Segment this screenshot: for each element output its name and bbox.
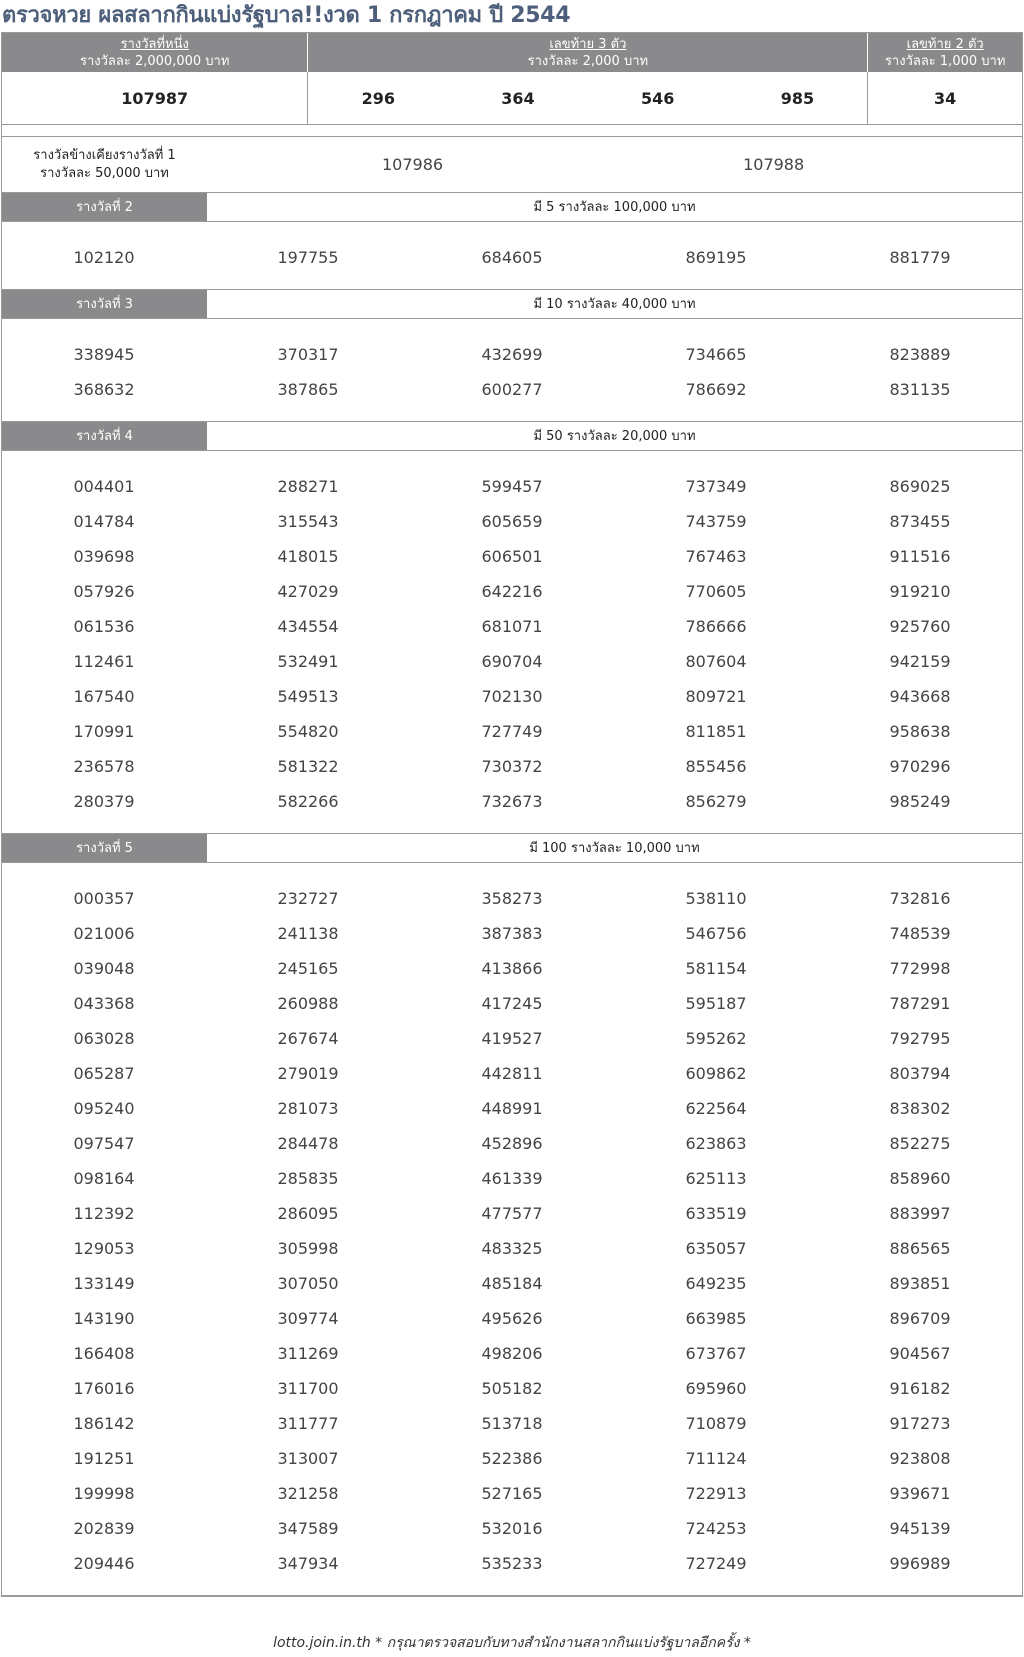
number-row [2,1200,1022,1235]
prize-section-header [2,290,1022,319]
prize-number: 387383 [481,924,543,943]
last3-number: 546 [641,88,675,108]
prize-number: 554820 [277,722,339,741]
prize-number: 284478 [277,1134,339,1153]
number-row [2,473,1022,508]
prize-number: 732816 [889,889,951,908]
prize-number: 102120 [73,248,135,267]
prize-numbers [2,222,1022,290]
prize-number: 368632 [73,380,135,399]
prize-number: 852275 [889,1134,951,1153]
number-row [2,508,1022,543]
prize-number: 663985 [685,1309,747,1328]
prize-number: 176016 [73,1379,135,1398]
number-row [2,1025,1022,1060]
prize-number: 943668 [889,687,951,706]
prize-number: 727249 [685,1554,747,1573]
prize-number: 546756 [685,924,747,943]
prize-number: 809721 [685,687,747,706]
prize-number: 609862 [685,1064,747,1083]
near-first-label-line2: รางวัลละ 50,000 บาท [40,165,169,181]
prize-number: 495626 [481,1309,543,1328]
prize-description: มี 10 รางวัลละ 40,000 บาท [533,297,696,312]
prize-number: 186142 [73,1414,135,1433]
last3-number: 985 [780,88,815,108]
prize-number: 710879 [685,1414,747,1433]
prize-number: 418015 [277,547,339,566]
first-prize-cell [2,72,308,124]
number-row [2,885,1022,920]
prize-number: 043368 [73,994,135,1013]
top-prizes-values [2,72,1022,125]
prize-number: 599457 [481,477,543,496]
prize-number: 427029 [277,582,339,601]
number-row [2,718,1022,753]
prize-number: 417245 [481,994,543,1013]
prize-number: 286095 [277,1204,339,1223]
prize-section-header [2,193,1022,222]
number-row [2,1235,1022,1270]
results-table [1,32,1023,1597]
prize-number: 309774 [277,1309,339,1328]
number-row [2,1060,1022,1095]
prize-description: มี 100 รางวัลละ 10,000 บาท [529,841,700,856]
prize-number: 202839 [73,1519,135,1538]
prize-number: 065287 [73,1064,135,1083]
prize-number: 307050 [277,1274,339,1293]
prize-numbers [2,451,1022,834]
prize-number: 232727 [277,889,339,908]
prize-number: 280379 [73,792,135,811]
prize-number: 919210 [889,582,951,601]
prize-number: 039048 [73,959,135,978]
prize-number: 732673 [481,792,543,811]
prize-number: 442811 [481,1064,543,1083]
prize-number: 873455 [889,512,951,531]
prize-number: 097547 [73,1134,135,1153]
prize-number: 855456 [685,757,747,776]
prize-number: 311700 [277,1379,339,1398]
last3-heading: เลขท้าย 3 ตัว [549,37,627,52]
last3-header [308,33,868,72]
prize-section-header [2,422,1022,451]
prize-number: 461339 [481,1169,543,1188]
prize-number: 858960 [889,1169,951,1188]
number-row [2,1375,1022,1410]
prize-number: 985249 [889,792,951,811]
prize-tag: รางวัลที่ 5 [2,834,207,862]
prize-number: 477577 [481,1204,543,1223]
prize-number: 448991 [481,1099,543,1118]
prize-number: 434554 [277,617,339,636]
number-row [2,1340,1022,1375]
last3-number: 296 [361,88,395,108]
prize-number: 869195 [685,248,747,267]
prize-number: 004401 [73,477,135,496]
prize-number: 267674 [277,1029,339,1048]
number-row [2,1270,1022,1305]
prize-number: 748539 [889,924,951,943]
prize-number: 831135 [889,380,951,399]
last2-amount: รางวัลละ 1,000 บาท [884,54,1006,69]
prize-number: 711124 [685,1449,747,1468]
prize-number: 039698 [73,547,135,566]
prize-number: 347589 [277,1519,339,1538]
prize-number: 702130 [481,687,543,706]
prize-number: 787291 [889,994,951,1013]
last2-cell [868,72,1022,124]
prize-number: 311777 [277,1414,339,1433]
prize-number: 856279 [685,792,747,811]
prize-number: 883997 [889,1204,951,1223]
prize-number: 893851 [889,1274,951,1293]
number-row [2,341,1022,376]
number-row [2,1305,1022,1340]
prize-number: 916182 [889,1379,951,1398]
prize-tag: รางวัลที่ 4 [2,422,207,450]
prize-number: 241138 [277,924,339,943]
prize-number: 600277 [481,380,543,399]
prize-number: 209446 [73,1554,135,1573]
prize-number: 167540 [73,687,135,706]
prize-section-header [2,834,1022,863]
prize-number: 635057 [685,1239,747,1258]
near-first-number: 107986 [382,155,444,174]
top-prizes-header [2,33,1022,72]
number-row [2,788,1022,823]
prize-number: 485184 [481,1274,543,1293]
prize-number: 095240 [73,1099,135,1118]
prize-number: 811851 [685,722,747,741]
prize-number: 288271 [277,477,339,496]
number-row [2,1130,1022,1165]
number-row [2,920,1022,955]
prize-number: 527165 [481,1484,543,1503]
prize-number: 730372 [481,757,543,776]
prize-description: มี 50 รางวัลละ 20,000 บาท [533,429,696,444]
prize-number: 581322 [277,757,339,776]
prize-number: 170991 [73,722,135,741]
prize-numbers [2,863,1022,1596]
first-prize-heading: รางวัลที่หนึ่ง [120,37,189,52]
prize-number: 582266 [277,792,339,811]
prize-number: 823889 [889,345,951,364]
number-row [2,1095,1022,1130]
prize-number: 727749 [481,722,543,741]
prize-number: 538110 [685,889,747,908]
prize-number: 642216 [481,582,543,601]
prize-number: 112392 [73,1204,135,1223]
prize-number: 792795 [889,1029,951,1048]
prize-number: 970296 [889,757,951,776]
prize-number: 338945 [73,345,135,364]
prize-number: 722913 [685,1484,747,1503]
prize-number: 690704 [481,652,543,671]
prize-number: 681071 [481,617,543,636]
prize-number: 945139 [889,1519,951,1538]
first-prize-amount: รางวัลละ 2,000,000 บาท [80,54,230,69]
number-row [2,1445,1022,1480]
footer-note: lotto.join.in.th * กรุณาตรวจสอบกับทางสำนักงานสลากกินแบ่งรัฐบาลอีกครั้ง * [273,1635,751,1651]
last3-number: 364 [501,88,535,108]
first-prize-header [2,33,308,72]
prize-number: 996989 [889,1554,951,1573]
last3-amount: รางวัลละ 2,000 บาท [527,54,649,69]
near-first-label-line1: รางวัลข้างเคียงรางวัลที่ 1 [33,147,176,163]
number-row [2,244,1022,279]
prize-description: มี 5 รางวัลละ 100,000 บาท [533,200,696,215]
prize-number: 904567 [889,1344,951,1363]
prize-number: 942159 [889,652,951,671]
prize-number: 622564 [685,1099,747,1118]
prize-number: 535233 [481,1554,543,1573]
number-row [2,990,1022,1025]
prize-number: 772998 [889,959,951,978]
prize-number: 498206 [481,1344,543,1363]
number-row [2,376,1022,411]
last2-heading: เลขท้าย 2 ตัว [906,37,984,52]
prize-number: 166408 [73,1344,135,1363]
prize-number: 358273 [481,889,543,908]
prize-number: 532491 [277,652,339,671]
prize-number: 625113 [685,1169,747,1188]
prize-number: 623863 [685,1134,747,1153]
prize-number: 260988 [277,994,339,1013]
number-row [2,1480,1022,1515]
prize-number: 939671 [889,1484,951,1503]
prize-number: 595262 [685,1029,747,1048]
prize-number: 522386 [481,1449,543,1468]
prize-number: 432699 [481,345,543,364]
prize-number: 786692 [685,380,747,399]
prize-number: 549513 [277,687,339,706]
prize-number: 191251 [73,1449,135,1468]
prize-number: 419527 [481,1029,543,1048]
prize-number: 143190 [73,1309,135,1328]
prize-number: 315543 [277,512,339,531]
last3-cell [308,72,868,124]
near-first-prize-row [2,137,1022,193]
prize-number: 886565 [889,1239,951,1258]
prize-number: 347934 [277,1554,339,1573]
first-prize-number: 107987 [121,88,189,108]
prize-number: 838302 [889,1099,951,1118]
prize-number: 199998 [73,1484,135,1503]
prize-number: 370317 [277,345,339,364]
prize-number: 387865 [277,380,339,399]
number-row [2,753,1022,788]
prize-number: 673767 [685,1344,747,1363]
prize-number: 917273 [889,1414,951,1433]
prize-number: 923808 [889,1449,951,1468]
number-row [2,955,1022,990]
prize-number: 236578 [73,757,135,776]
prize-number: 311269 [277,1344,339,1363]
prize-number: 129053 [73,1239,135,1258]
prize-number: 737349 [685,477,747,496]
prize-number: 767463 [685,547,747,566]
prize-number: 633519 [685,1204,747,1223]
prize-number: 014784 [73,512,135,531]
prize-number: 285835 [277,1169,339,1188]
prize-number: 807604 [685,652,747,671]
prize-number: 803794 [889,1064,951,1083]
spacer [2,125,1022,137]
prize-number: 063028 [73,1029,135,1048]
prize-number: 606501 [481,547,543,566]
number-row [2,543,1022,578]
prize-number: 505182 [481,1379,543,1398]
prize-number: 605659 [481,512,543,531]
prize-number: 724253 [685,1519,747,1538]
prize-tag: รางวัลที่ 3 [2,290,207,318]
prize-numbers [2,319,1022,422]
prize-number: 595187 [685,994,747,1013]
prize-number: 021006 [73,924,135,943]
prize-number: 413866 [481,959,543,978]
number-row [2,683,1022,718]
prize-number: 734665 [685,345,747,364]
prize-number: 649235 [685,1274,747,1293]
number-row [2,578,1022,613]
near-first-number: 107988 [743,155,805,174]
number-row [2,613,1022,648]
prize-number: 684605 [481,248,543,267]
prize-number: 061536 [73,617,135,636]
prize-number: 112461 [73,652,135,671]
prize-number: 743759 [685,512,747,531]
page-title: ตรวจหวย ผลสลากกินแบ่งรัฐบาล!!งวด 1 กรกฎาคม ปี 2544 [2,3,571,28]
prize-number: 197755 [277,248,339,267]
prize-number: 925760 [889,617,951,636]
prize-number: 057926 [73,582,135,601]
prize-number: 896709 [889,1309,951,1328]
prize-number: 513718 [481,1414,543,1433]
prize-number: 279019 [277,1064,339,1083]
last2-number: 34 [934,88,957,108]
near-first-label [2,147,207,183]
prize-number: 869025 [889,477,951,496]
prize-number: 532016 [481,1519,543,1538]
prize-number: 581154 [685,959,747,978]
prize-number: 098164 [73,1169,135,1188]
number-row [2,1515,1022,1550]
prize-number: 313007 [277,1449,339,1468]
number-row [2,648,1022,683]
prize-number: 452896 [481,1134,543,1153]
prize-tag: รางวัลที่ 2 [2,193,207,221]
prize-number: 881779 [889,248,951,267]
number-row [2,1410,1022,1445]
prize-number: 911516 [889,547,951,566]
prize-number: 281073 [277,1099,339,1118]
number-row [2,1165,1022,1200]
prize-number: 483325 [481,1239,543,1258]
last2-header [868,33,1022,72]
prize-number: 133149 [73,1274,135,1293]
prize-number: 000357 [73,889,135,908]
prize-number: 321258 [277,1484,339,1503]
prize-number: 770605 [685,582,747,601]
prize-number: 245165 [277,959,339,978]
prize-number: 695960 [685,1379,747,1398]
prize-number: 958638 [889,722,951,741]
prize-number: 786666 [685,617,747,636]
prize-sections [2,193,1022,1596]
number-row [2,1550,1022,1585]
prize-number: 305998 [277,1239,339,1258]
